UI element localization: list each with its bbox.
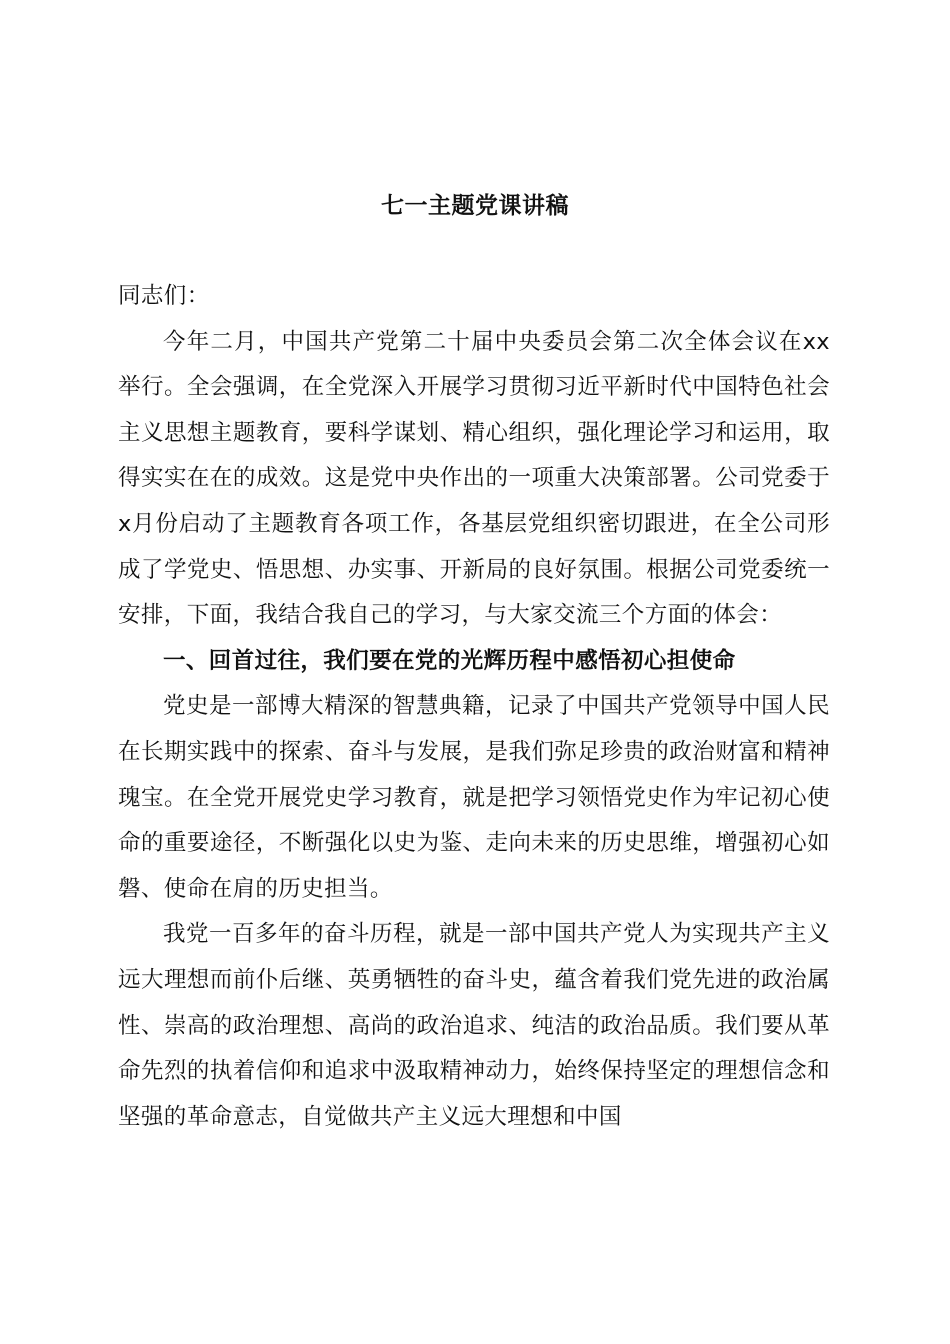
- salutation: 同志们：: [118, 283, 210, 309]
- document-title: 七一主题党课讲稿: [381, 193, 569, 219]
- section-paragraph-1: 党史是一部博大精深的智慧典籍，记录了中国共产党领导中国人民在长期实践中的探索、奋斗与发展，是我们弥足珍贵的政治财富和精神瑰宝。在全党开展党史学习教育，就是把学习领悟党史作为牢记初心使命的重要途径，不断强化以史为鉴、走向未来的历史思维，增强初心如磐、使命在肩的历史担当。: [118, 693, 830, 902]
- intro-paragraph: 今年二月，中国共产党第二十届中央委员会第二次全体会议在xx举行。全会强调，在全党深入开展学习贯彻习近平新时代中国特色社会主义思想主题教育，要科学谋划、精心组织，强化理论学习和运用，取得实实在在的成效。这是党中央作出的一项重大决策部署。公司党委于x月份启动了主题教育各项工作，各基层党组织密切跟进，在全公司形成了学党史、悟思想、办实事、开新局的良好氛围。根据公司党委统一安排，下面，我结合我自己的学习，与大家交流三个方面的体会：: [118, 328, 830, 629]
- section-heading: 一、回首过往，我们要在党的光辉历程中感悟初心担使命: [163, 647, 736, 674]
- document-body: [118, 274, 830, 1140]
- section-paragraph-2: 我党一百多年的奋斗历程，就是一部中国共产党人为实现共产主义远大理想而前仆后继、英勇牺牲的奋斗史，蕴含着我们党先进的政治属性、崇高的政治理想、高尚的政治追求、纯洁的政治品质。我们要从革命先烈的执着信仰和追求中汲取精神动力，始终保持坚定的理想信念和坚强的革命意志，自觉做共产主义远大理想和中国: [118, 921, 830, 1130]
